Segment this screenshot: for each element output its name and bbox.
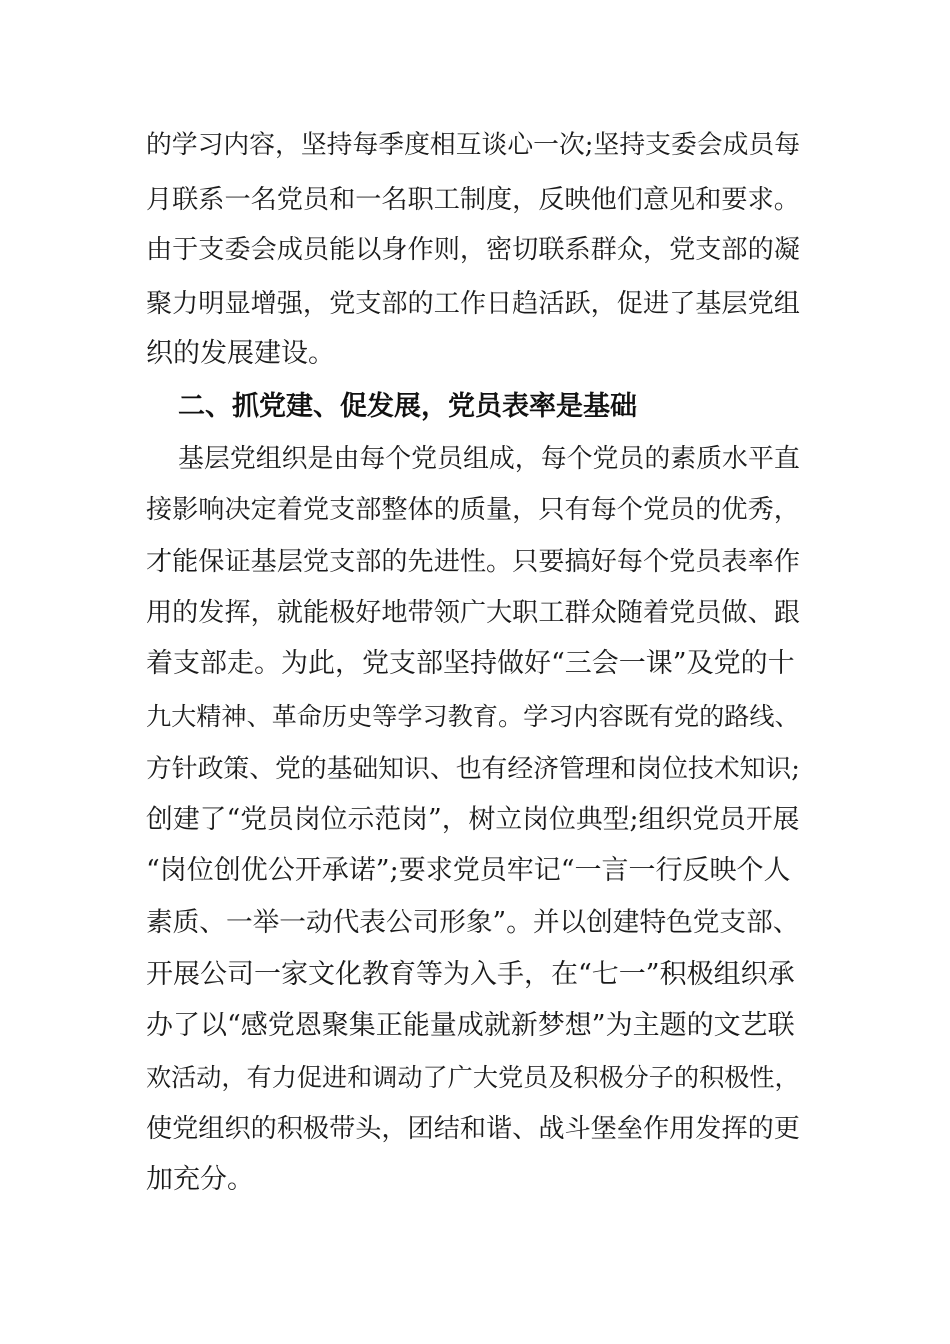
paragraph1-line-2: 月联系一名党员和一名职工制度，反映他们意见和要求。: [146, 185, 800, 215]
paragraph2-line-15: 加充分。: [146, 1164, 254, 1195]
paragraph2-line-13: 欢活动，有力促进和调动了广大党员及积极分子的积极性，: [146, 1063, 800, 1092]
paragraph2-line-4: 用的发挥，就能极好地带领广大职工群众随着党员做、跟: [146, 598, 800, 628]
paragraph2-line-9: “岗位创优公开承诺”;要求党员牢记“一言一行反映个人: [146, 855, 791, 886]
paragraph2-line-1: 基层党组织是由每个党员组成，每个党员的素质水平直: [178, 444, 800, 474]
paragraph2-line-11: 开展公司一家文化教育等为入手，在“七一”积极组织承: [146, 959, 795, 990]
paragraph2-line-10: 素质、一举一动代表公司形象”。并以创建特色党支部、: [146, 907, 800, 938]
paragraph2-line-5: 着支部走。为此，党支部坚持做好“三会一课”及党的十: [146, 648, 795, 679]
paragraph1-line-5: 织的发展建设。: [146, 338, 335, 369]
paragraph2-line-12: 办了以“感党恩聚集正能量成就新梦想”为主题的文艺联: [146, 1010, 795, 1041]
section-heading: 二、抓党建、促发展，党员表率是基础: [178, 391, 637, 422]
paragraph2-line-2: 接影响决定着党支部整体的质量，只有每个党员的优秀，: [146, 495, 800, 525]
paragraph2-line-7: 方针政策、党的基础知识、也有经济管理和岗位技术知识;: [146, 754, 801, 784]
paragraph1-line-1: 的学习内容，坚持每季度相互谈心一次;坚持支委会成员每: [146, 130, 801, 160]
paragraph2-line-6: 九大精神、革命历史等学习教育。学习内容既有党的路线、: [146, 702, 800, 731]
paragraph2-line-3: 才能保证基层党支部的先进性。只要搞好每个党员表率作: [146, 547, 800, 577]
paragraph2-line-14: 使党组织的积极带头，团结和谐、战斗堡垒作用发挥的更: [146, 1114, 800, 1144]
paragraph1-line-3: 由于支委会成员能以身作则，密切联系群众，党支部的凝: [146, 235, 800, 265]
paragraph1-line-4: 聚力明显增强，党支部的工作日趋活跃，促进了基层党组: [146, 289, 800, 319]
paragraph2-line-8: 创建了“党员岗位示范岗”，树立岗位典型;组织党员开展: [146, 804, 800, 835]
